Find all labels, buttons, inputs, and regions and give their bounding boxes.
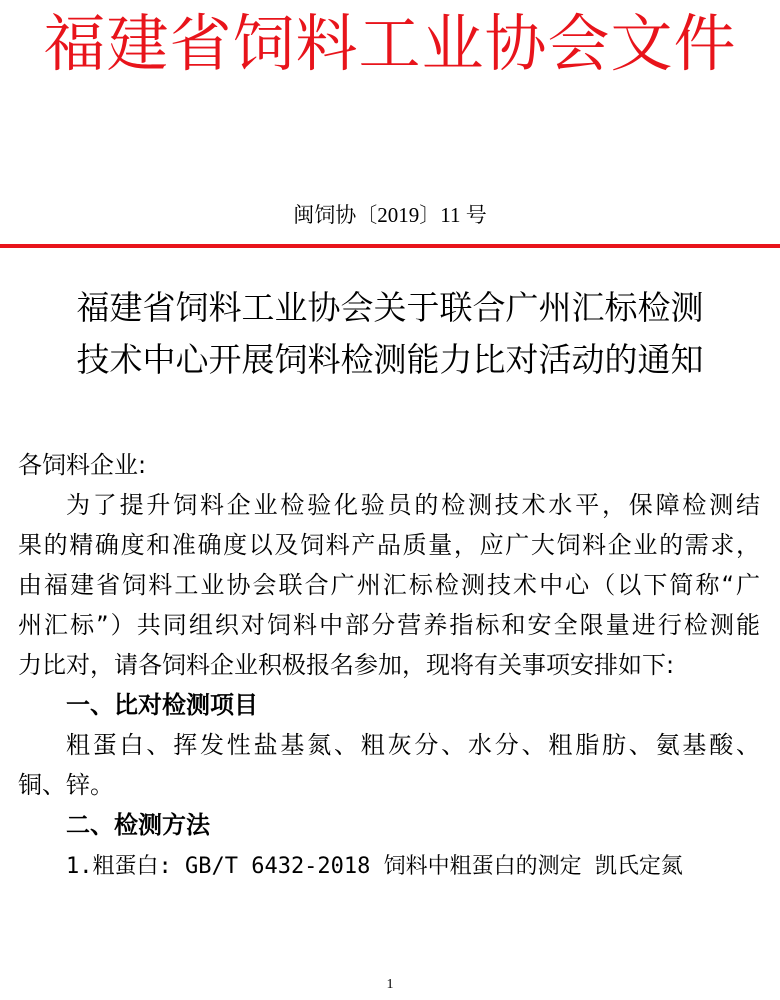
section-heading-test-methods: 二、检测方法 [66, 811, 210, 839]
paragraph-line: 果的精确度和准确度以及饲料产品质量，应广大饲料企业的需求， [18, 531, 760, 559]
paragraph-line: 由福建省饲料工业协会联合广州汇标检测技术中心（以下简称“广 [18, 571, 760, 599]
notice-title-line-2: 技术中心开展饲料检测能力比对活动的通知 [76, 340, 704, 379]
paragraph-line: 为了提升饲料企业检验化验员的检测技术水平，保障检测结 [66, 491, 760, 519]
notice-body [18, 445, 760, 885]
paragraph-line: 力比对，请各饲料企业积极报名参加，现将有关事项安排如下: [18, 651, 675, 679]
page-number: 1 [386, 977, 394, 992]
method-item-crude-protein [18, 845, 760, 885]
paragraph-line: 铜、锌。 [18, 771, 114, 799]
red-separator-rule [0, 244, 780, 248]
paragraph-line: 粗蛋白、挥发性盐基氮、粗灰分、水分、粗脂肪、氨基酸、 [66, 731, 760, 759]
method-item-text: 1.粗蛋白: GB/T 6432-2018 饲料中粗蛋白的测定 凯氏定氮 [66, 854, 683, 879]
notice-title-line-1: 福建省饲料工业协会关于联合广州汇标检测 [76, 288, 704, 327]
document-number: 闽饲协〔2019〕11 号 [293, 203, 487, 227]
issuer-header-title: 福建省饲料工业协会文件 [43, 7, 737, 80]
salutation: 各饲料企业: [18, 451, 147, 479]
section-heading-comparison-items: 一、比对检测项目 [66, 691, 258, 719]
paragraph-line: 州汇标”）共同组织对饲料中部分营养指标和安全限量进行检测能 [18, 611, 760, 639]
notice-title [0, 282, 780, 386]
